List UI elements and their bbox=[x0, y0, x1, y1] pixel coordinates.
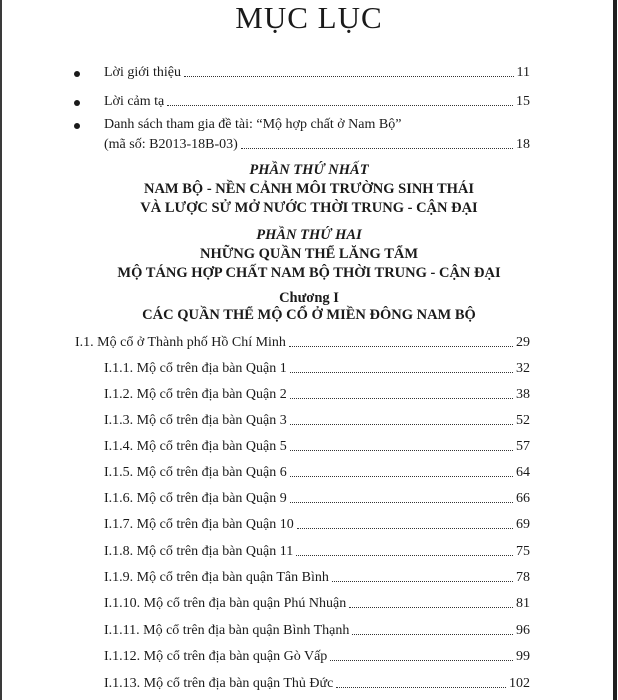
toc-entry-page: 38 bbox=[516, 387, 530, 402]
toc-subsection[interactable] bbox=[104, 569, 530, 586]
toc-entry-page: 102 bbox=[509, 676, 530, 691]
toc-entry-title: I.1.9. Mộ cổ trên địa bàn quận Tân Bình bbox=[104, 570, 329, 585]
dot-leader bbox=[330, 660, 513, 661]
toc-subsection[interactable] bbox=[104, 595, 530, 612]
dot-leader bbox=[290, 502, 513, 503]
part2-title-line1[interactable]: NHỮNG QUẦN THỂ LĂNG TẨM bbox=[199, 246, 419, 262]
chapter1-title[interactable]: CÁC QUẦN THỂ MỘ CỔ Ở MIỀN ĐÔNG NAM BỘ bbox=[142, 307, 476, 323]
dot-leader bbox=[290, 424, 513, 425]
part2-label: PHẦN THỨ HAI bbox=[256, 227, 362, 243]
dot-leader bbox=[290, 398, 513, 399]
part1-title-line1[interactable]: NAM BỘ - NỀN CẢNH MÔI TRƯỜNG SINH THÁI bbox=[143, 181, 475, 197]
dot-leader bbox=[167, 105, 513, 106]
toc-subsection[interactable] bbox=[104, 516, 530, 533]
toc-entry-page: 69 bbox=[516, 517, 530, 532]
toc-entry-title: I.1.3. Mộ cổ trên địa bàn Quận 3 bbox=[104, 413, 287, 428]
bullet-icon bbox=[74, 71, 80, 77]
toc-subsection[interactable] bbox=[104, 360, 530, 377]
toc-entry-page: 66 bbox=[516, 491, 530, 506]
dot-leader bbox=[297, 528, 513, 529]
toc-subsection[interactable] bbox=[104, 490, 530, 507]
bullet-icon bbox=[74, 100, 80, 106]
toc-entry-page: 32 bbox=[516, 361, 530, 376]
toc-entry-page: 96 bbox=[516, 623, 530, 638]
toc-entry-participants-line1[interactable]: Danh sách tham gia đề tài: “Mộ hợp chất ở Nam Bộ” bbox=[104, 117, 402, 132]
dot-leader bbox=[349, 607, 513, 608]
toc-entry-page: 11 bbox=[516, 65, 530, 80]
toc-entry-thanks[interactable] bbox=[104, 93, 530, 110]
toc-entry-title: I.1.4. Mộ cổ trên địa bàn Quận 5 bbox=[104, 439, 287, 454]
toc-entry-title: I.1.11. Mộ cổ trên địa bàn quận Bình Thạnh bbox=[104, 623, 350, 638]
dot-leader bbox=[332, 581, 513, 582]
dot-leader bbox=[290, 372, 513, 373]
toc-entry-title: I.1.5. Mộ cổ trên địa bàn Quận 6 bbox=[104, 465, 287, 480]
dot-leader bbox=[290, 450, 513, 451]
part1-label: PHẦN THỨ NHẤT bbox=[249, 162, 369, 178]
toc-entry-page: 29 bbox=[516, 335, 530, 350]
toc-entry-page: 99 bbox=[516, 649, 530, 664]
toc-entry-page: 15 bbox=[516, 94, 530, 109]
dot-leader bbox=[296, 555, 513, 556]
toc-subsection[interactable] bbox=[104, 386, 530, 403]
toc-subsection[interactable] bbox=[104, 675, 530, 692]
dot-leader bbox=[184, 76, 513, 77]
toc-entry-title: I.1.13. Mộ cổ trên địa bàn quận Thủ Đức bbox=[104, 676, 334, 691]
page-edge-left bbox=[0, 0, 2, 700]
toc-entry-title: I.1.12. Mộ cổ trên địa bàn quận Gò Vấp bbox=[104, 649, 328, 664]
bullet-icon bbox=[74, 123, 80, 129]
toc-subsection[interactable] bbox=[104, 622, 530, 639]
page-edge-right bbox=[613, 0, 617, 700]
toc-entry-page: 81 bbox=[516, 596, 530, 611]
page-title: MỤC LỤC bbox=[235, 0, 383, 35]
dot-leader bbox=[289, 346, 513, 347]
toc-entry-title: I.1.8. Mộ cổ trên địa bàn Quận 11 bbox=[104, 544, 294, 559]
toc-entry-page: 78 bbox=[516, 570, 530, 585]
toc-section-i1[interactable] bbox=[75, 334, 530, 351]
toc-subsection[interactable] bbox=[104, 438, 530, 455]
chapter1-label: Chương I bbox=[279, 290, 339, 306]
dot-leader bbox=[241, 148, 513, 149]
toc-entry-title: I.1. Mộ cổ ở Thành phố Hồ Chí Minh bbox=[75, 335, 286, 350]
toc-subsection[interactable] bbox=[104, 543, 530, 560]
toc-entry-page: 18 bbox=[516, 137, 530, 152]
toc-entry-page: 57 bbox=[516, 439, 530, 454]
toc-entry-participants[interactable] bbox=[104, 136, 530, 153]
toc-entry-title: I.1.6. Mộ cổ trên địa bàn Quận 9 bbox=[104, 491, 287, 506]
toc-entry-title: Lời giới thiệu bbox=[104, 65, 182, 80]
part1-title-line2[interactable]: VÀ LƯỢC SỬ MỞ NƯỚC THỜI TRUNG - CẬN ĐẠI bbox=[140, 200, 478, 216]
dot-leader bbox=[290, 476, 513, 477]
toc-entry-intro[interactable] bbox=[104, 64, 530, 81]
dot-leader bbox=[352, 634, 513, 635]
toc-entry-title: I.1.1. Mộ cổ trên địa bàn Quận 1 bbox=[104, 361, 287, 376]
toc-subsection[interactable] bbox=[104, 464, 530, 481]
toc-subsection[interactable] bbox=[104, 648, 530, 665]
part2-title-line2[interactable]: MỘ TÁNG HỢP CHẤT NAM BỘ THỜI TRUNG - CẬN ĐẠI bbox=[117, 265, 501, 281]
dot-leader bbox=[336, 687, 506, 688]
toc-entry-page: 64 bbox=[516, 465, 530, 480]
toc-entry-page: 75 bbox=[516, 544, 530, 559]
toc-entry-title: I.1.7. Mộ cổ trên địa bàn Quận 10 bbox=[104, 517, 294, 532]
toc-entry-title: I.1.2. Mộ cổ trên địa bàn Quận 2 bbox=[104, 387, 287, 402]
toc-subsection[interactable] bbox=[104, 412, 530, 429]
toc-entry-title: Lời cảm tạ bbox=[104, 94, 165, 109]
toc-entry-title: I.1.10. Mộ cổ trên địa bàn quận Phú Nhuận bbox=[104, 596, 347, 611]
toc-entry-page: 52 bbox=[516, 413, 530, 428]
toc-entry-title: (mã số: B2013-18B-03) bbox=[104, 137, 238, 152]
